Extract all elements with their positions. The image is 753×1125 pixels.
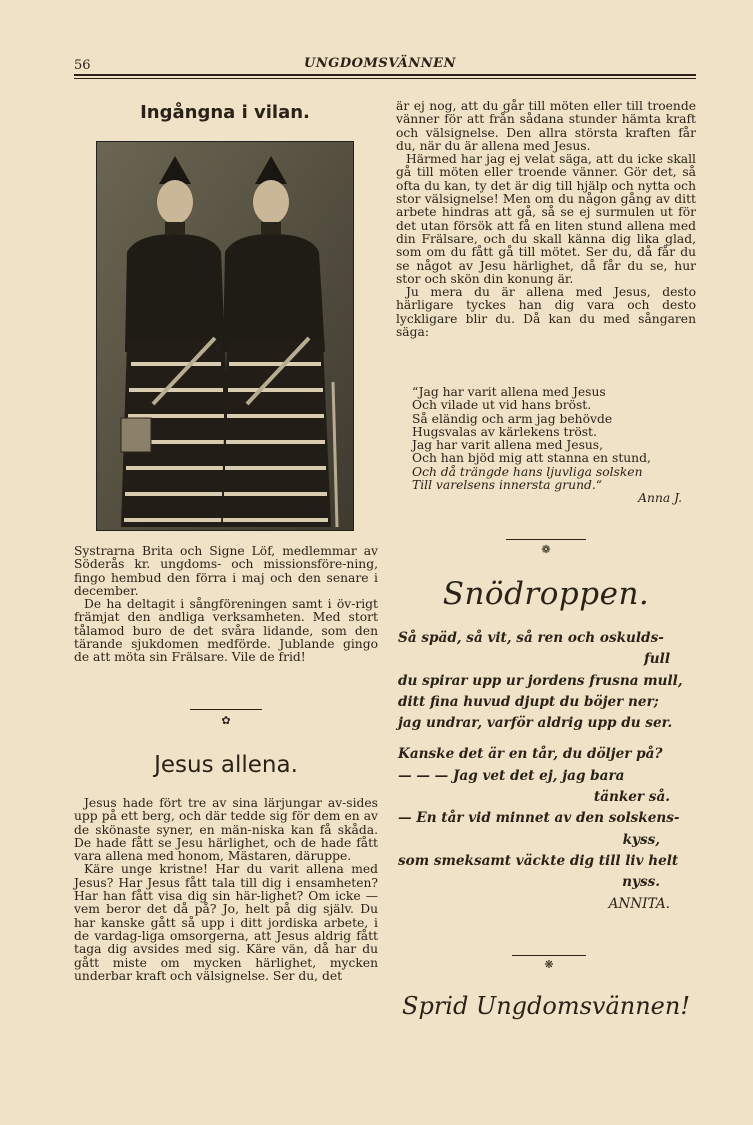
flower-ornament-icon: ❁ <box>541 543 551 556</box>
star-ornament-icon: ❋ <box>544 958 554 971</box>
section-divider <box>190 709 262 710</box>
hymn-line: Så eländig och arm jag behövde <box>412 411 613 426</box>
sisters-photo <box>96 141 354 531</box>
poem-line: kyss, <box>622 831 660 848</box>
poem-body <box>398 628 700 915</box>
poem-line: Kanske det är en tår, du döljer på? <box>398 746 663 763</box>
hymn-signature: Anna J. <box>638 491 682 506</box>
continued-paragraph: Härmed har jag ej velat säga, att du icke skall gå till möten eller troende vänner. Gör det, så ofta du kan, ty det är dig till hjälp och nytta och stor välsignelse! Men om du någon gång av ditt arbete hindras att gå, så se ej surmulen ut för det utan försök att få en liten stund allena med din Frälsare, och du skall känna dig lika glad, som om du fått gå till mötet. Ser du, då får du se något av Jesu härlighet, då får du se, hur stor och skön din konung är. <box>396 152 696 286</box>
continued-paragraph: Ju mera du är allena med Jesus, desto härligare tyckes han dig vara och desto lyckligare blir du. Då kan du med sångaren säga: <box>396 285 696 340</box>
article-body <box>74 797 378 983</box>
hymn-line: “Jag har varit allena med Jesus <box>412 385 606 399</box>
hymn-line: Och han bjöd mig att stanna en stund, <box>412 451 651 466</box>
page-number: 56 <box>74 58 91 73</box>
magazine-title: UNGDOMSVÄNNEN <box>304 56 456 71</box>
poem-line: tänker så. <box>593 789 670 806</box>
photo-title: Ingångna i vilan. <box>140 102 310 123</box>
header-rule <box>74 74 696 76</box>
article-paragraph: Jesus hade fört tre av sina lärjungar av-sides upp på ett berg, och där tedde sig för dem en av de skönaste syner, en män-niska kan få skåda. De hade fått se Jesu härlighet, och de hade fått vara allena med honom, Mästaren, däruppe. <box>74 796 378 864</box>
caption-paragraph: Systrarna Brita och Signe Löf, medlemmar av Söderås kr. ungdoms- och missionsföre-ning, fingo hembud den förra i maj och den senare i december. <box>74 544 378 598</box>
poem-title: Snödroppen. <box>442 576 650 612</box>
poem-line: — En tår vid minnet av den solskens- <box>398 810 680 827</box>
hymn-line: Jag har varit allena med Jesus, <box>412 438 604 453</box>
continued-paragraph: är ej nog, att du går till möten eller till troende vänner för att från sådana stunder hämta kraft och välsignelse. Den allra största kraften får du, när du är allena med Jesus. <box>396 99 696 153</box>
article-paragraph: Käre unge kristne! Har du varit allena med Jesus? Har Jesus fått tala till dig i ensamheten? Har han fått visa dig sin här-lighet? Om icke — vem beror det då på? Jo, helt på dig själv. Du har kanske gått så upp i ditt jordiska arbete, i de vardag-liga omsorgerna, att Jesus aldrig fått taga dig avsides med sig. Käre vän, då har du gått miste om mycken härlighet, mycken underbar kraft och välsignelse. Ser du, det <box>74 862 378 983</box>
poem-line: som smeksamt väckte dig till liv helt <box>398 852 679 869</box>
poem-line: Så späd, så vit, så ren och oskulds- <box>398 630 664 646</box>
hymn-line: Och då trängde hans ljuvliga solsken <box>412 464 643 479</box>
poem-line: jag undrar, varför aldrig upp du ser. <box>398 715 673 732</box>
poem-signature: ANNITA. <box>608 895 670 912</box>
sisters-illustration <box>97 142 353 530</box>
footer-slogan: Sprid Ungdomsvännen! <box>402 992 690 1020</box>
hymn-quote <box>412 386 698 506</box>
flower-ornament-icon: ✿ <box>221 714 231 727</box>
header-rule-thin <box>74 78 696 79</box>
poem-line: — — — Jag vet det ej, jag bara <box>398 767 625 784</box>
poem-line: nyss. <box>622 874 660 891</box>
hymn-line: Hugsvalas av kärlekens tröst. <box>412 424 597 439</box>
article-continuation <box>396 100 696 339</box>
poem-line: ditt fina huvud djupt du böjer ner; <box>398 693 659 710</box>
poem-line: full <box>643 651 670 668</box>
photo-caption <box>74 545 378 665</box>
section-divider <box>512 955 586 956</box>
section-divider <box>506 539 586 540</box>
hymn-line: Och vilade ut vid hans bröst. <box>412 398 592 413</box>
article-title: Jesus allena. <box>154 752 298 778</box>
hymn-line: Till varelsens innersta grund.“ <box>412 478 603 493</box>
caption-paragraph: De ha deltagit i sångföreningen samt i öv-rigt främjat den andliga verksamheten. Med stort tålamod buro de det svåra lidande, som den tärande sjukdomen medförde. Jublande gingo de att möta sin Frälsare. Vile de frid! <box>74 597 378 665</box>
poem-line: du spirar upp ur jordens frusna mull, <box>398 672 683 689</box>
